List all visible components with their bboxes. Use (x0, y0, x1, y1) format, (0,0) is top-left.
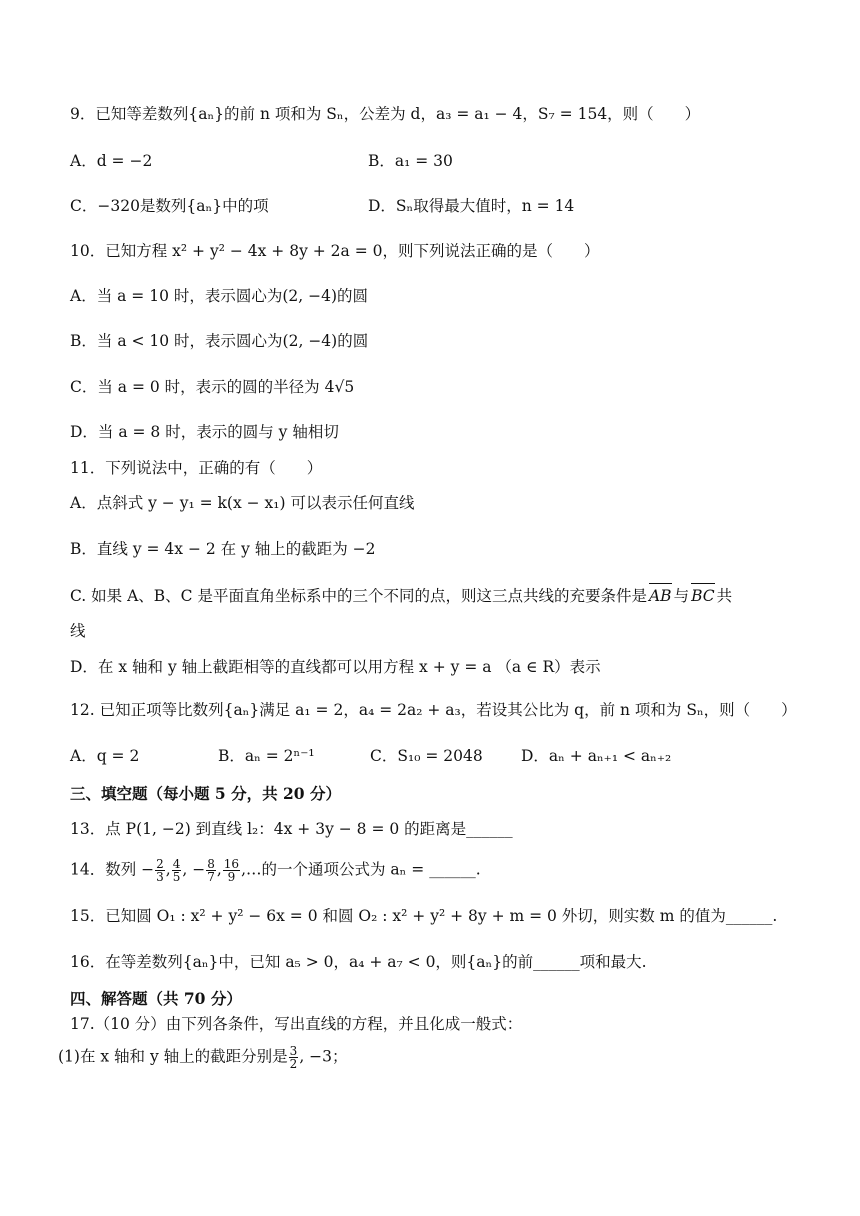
fraction-8-7: $\frac{8}{7}$ (207, 857, 215, 884)
vector-ab: AB (649, 583, 672, 607)
q10-stem: 10．已知方程 x² + y² − 4x + 8y + 2a = 0，则下列说法正确的是（ ） (70, 242, 600, 260)
q17-part-1 (58, 1045, 348, 1070)
fraction-4-5: $\frac{4}{5}$ (172, 857, 181, 884)
q11-stem: 11．下列说法中，正确的有（ ） (70, 459, 323, 477)
q9-option-b: B．a₁ = 30 (368, 152, 453, 170)
q12-option-a: A．q = 2 (70, 747, 140, 765)
section-3-heading: 三、填空题（每小题 5 分，共 20 分） (70, 784, 341, 803)
section-4-heading: 四、解答题（共 70 分） (70, 989, 242, 1008)
q15: 15．已知圆 O₁ : x² + y² − 6x = 0 和圆 O₂ : x² + y² + 8y + m = 0 外切，则实数 m 的值为______. (70, 907, 778, 925)
q17-part-1-end: , −3； (299, 1047, 348, 1066)
q11-option-b: B．直线 y = 4x − 2 在 y 轴上的截距为 −2 (70, 540, 376, 558)
q11-option-a: A．点斜式 y − y₁ = k(x − x₁) 可以表示任何直线 (70, 494, 415, 512)
q11-option-c-mid: 与 (673, 587, 690, 605)
q13: 13．点 P(1, −2) 到直线 l₂：4x + 3y − 8 = 0 的距离是______ (70, 820, 513, 838)
vector-bc: BC (691, 583, 715, 607)
q14-text: 14．数列 − (70, 860, 155, 879)
q16: 16．在等差数列{aₙ}中，已知 a₅ > 0，a₄ + a₇ < 0，则{aₙ}的前______项和最大. (70, 953, 647, 971)
q10-option-a: A．当 a = 10 时，表示圆心为(2, −4)的圆 (70, 287, 369, 305)
q9-stem: 9．已知等差数列{aₙ}的前 n 项和为 Sₙ，公差为 d，a₃ = a₁ − 4，S₇ = 154，则（ ） (70, 105, 701, 123)
q11-option-c-text: C. 如果 A、B、C 是平面直角坐标系中的三个不同的点，则这三点共线的充要条件是 (70, 587, 647, 605)
q11-option-d: D．在 x 轴和 y 轴上截距相等的直线都可以用方程 x + y = a （a ∈ R）表示 (70, 658, 601, 676)
q11-option-c (70, 583, 732, 607)
fraction-2-3: $\frac{2}{3}$ (156, 857, 164, 884)
fraction-16-9: $\frac{16}{9}$ (223, 857, 240, 884)
q9-option-a: A．d = −2 (70, 152, 153, 170)
q9-option-c: C．−320是数列{aₙ}中的项 (70, 197, 269, 215)
q12-option-c: C．S₁₀ = 2048 (370, 747, 483, 765)
q17-stem: 17.（10 分）由下列各条件，写出直线的方程，并且化成一般式： (70, 1015, 523, 1033)
q10-option-b: B．当 a < 10 时，表示圆心为(2, −4)的圆 (70, 332, 369, 350)
q11-option-c-continued: 线 (70, 622, 86, 640)
fraction-3-2: $\frac{3}{2}$ (289, 1044, 298, 1071)
q14-text-end: ,…的一个通项公式为 aₙ = ______. (241, 860, 481, 879)
q10-option-c: C．当 a = 0 时，表示的圆的半径为 4√5 (70, 378, 355, 396)
q9-option-d: D．Sₙ取得最大值时，n = 14 (368, 197, 575, 215)
q12-stem: 12. 已知正项等比数列{aₙ}满足 a₁ = 2，a₄ = 2a₂ + a₃，若设其公比为 q，前 n 项和为 Sₙ，则（ ） (70, 701, 797, 719)
q14: 14．数列 − $\frac{2}{3}$ , $\frac{4}{5}$ , − $\frac{8}{7}$ , $\frac{16}{9}$ ,…的一个通项公式为 aₙ = ______. (70, 857, 481, 884)
q11-option-c-end: 共 (716, 587, 733, 605)
q10-option-d: D．当 a = 8 时，表示的圆与 y 轴相切 (70, 423, 339, 441)
q12-option-d: D．aₙ + aₙ₊₁ < aₙ₊₂ (521, 747, 672, 765)
q17-part-1-text: (1)在 x 轴和 y 轴上的截距分别是 (58, 1047, 288, 1066)
q12-option-b: B．aₙ = 2ⁿ⁻¹ (218, 747, 315, 765)
